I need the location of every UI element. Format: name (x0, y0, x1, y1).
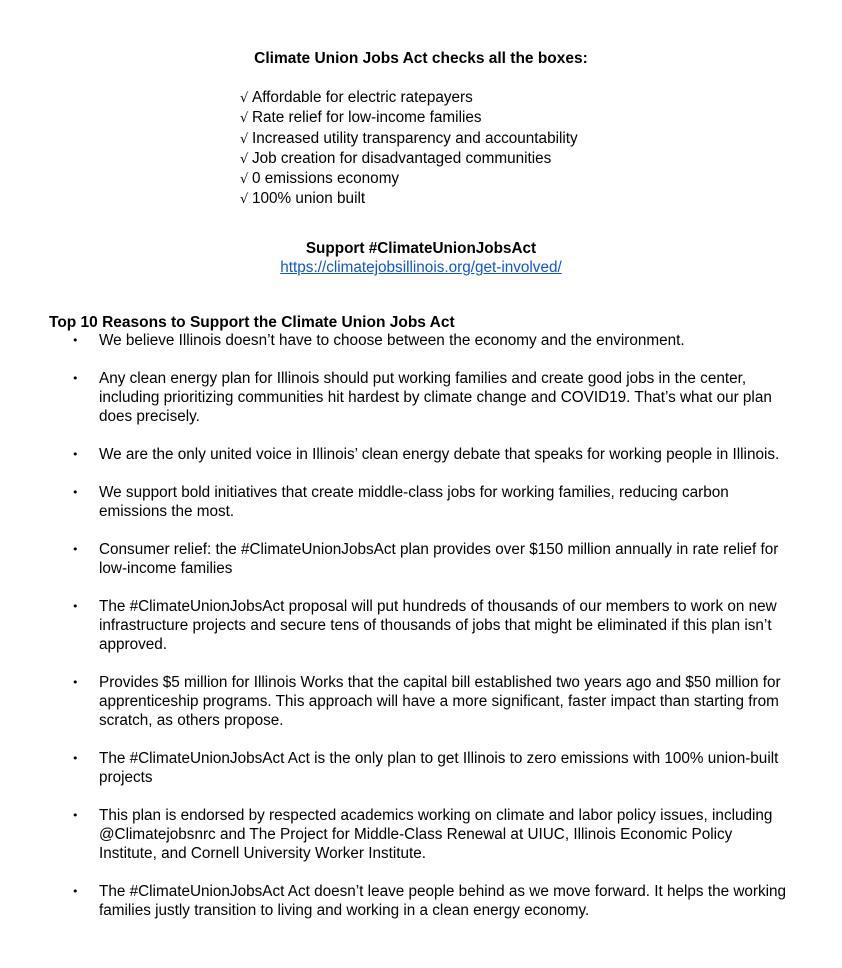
check-mark-icon: √ (240, 111, 249, 127)
checklist-item-text: Affordable for electric ratepayers (252, 89, 473, 106)
checklist-heading: Climate Union Jobs Act checks all the boxes: (254, 50, 588, 67)
reason-text: The #ClimateUnionJobsAct Act doesn’t leave people behind as we move forward. It helps the working families justly transition to living and working in a clean energy economy. (99, 883, 787, 919)
checklist-item (240, 149, 578, 169)
bullet-icon: • (72, 809, 79, 822)
checklist-item-text: Job creation for disadvantaged communities (252, 149, 552, 167)
checklist (240, 88, 578, 210)
bullet-icon: • (72, 448, 79, 461)
support-title: Support #ClimateUnionJobsAct (305, 240, 537, 257)
check-mark-icon: √ (240, 172, 249, 188)
bullet-icon: • (72, 543, 79, 556)
reason-text: We support bold initiatives that create middle-class jobs for working families, reducing carbon emissions the most. (99, 484, 729, 520)
reason-text: We believe Illinois doesn’t have to choose between the economy and the environment. (99, 332, 685, 349)
reason-item (0, 749, 842, 787)
reasons-list (0, 331, 842, 939)
check-mark-icon: √ (240, 91, 249, 106)
reason-text: The #ClimateUnionJobsAct Act is the only plan to get Illinois to zero emissions with 100% union-built projects (99, 750, 779, 786)
bullet-icon: • (72, 676, 79, 689)
checklist-item (240, 108, 578, 128)
bullet-icon: • (72, 334, 79, 347)
get-involved-link[interactable]: https://climatejobsillinois.org/get-involved/ (280, 259, 562, 276)
check-mark-icon: √ (240, 151, 249, 167)
reason-item (0, 597, 842, 654)
checklist-item-text: Rate relief for low-income families (252, 109, 482, 127)
reason-item (0, 369, 842, 426)
bullet-icon: • (72, 600, 79, 613)
reason-item (0, 540, 842, 578)
checklist-item-text: 0 emissions economy (252, 170, 400, 188)
reason-text: Any clean energy plan for Illinois should put working families and create good jobs in the center, including prioritizing communities hit hardest by climate change and COVID19. That’s what our plan does precisely. (99, 370, 772, 425)
reason-text: We are the only united voice in Illinois’ clean energy debate that speaks for working people in Illinois. (99, 446, 780, 463)
reason-item (0, 882, 842, 920)
check-mark-icon: √ (240, 131, 249, 147)
checklist-item-text: 100% union built (252, 190, 366, 208)
reason-text: Provides $5 million for Illinois Works that the capital bill established two years ago and $50 million for apprenticeship programs. This approach will have a more significant, faster impact than starting from scratch, as others propose. (99, 674, 781, 729)
checklist-item (240, 189, 578, 209)
reasons-title: Top 10 Reasons to Support the Climate Union Jobs Act (49, 314, 455, 331)
check-mark-icon: √ (240, 192, 249, 208)
reason-item (0, 673, 842, 730)
bullet-icon: • (72, 752, 79, 765)
reason-item (0, 483, 842, 521)
bullet-icon: • (72, 486, 79, 499)
checklist-item (240, 88, 578, 108)
reason-item (0, 445, 842, 464)
checklist-item (240, 129, 578, 149)
support-block (0, 239, 842, 277)
reason-item (0, 806, 842, 863)
reason-text: The #ClimateUnionJobsAct proposal will put hundreds of thousands of our members to work on new infrastructure projects and secure tens of thousands of jobs that might be eliminated if this plan isn’t approved. (99, 598, 777, 653)
reason-text: This plan is endorsed by respected academics working on climate and labor policy issues, including @Climatejobsnrc and The Project for Middle-Class Renewal at UIUC, Illinois Economic Policy Institute, and Cornell University Worker Institute. (99, 807, 773, 862)
bullet-icon: • (72, 885, 79, 898)
reason-text: Consumer relief: the #ClimateUnionJobsAct plan provides over $150 million annually in rate relief for low-income families (99, 541, 779, 577)
checklist-item (240, 169, 578, 189)
bullet-icon: • (72, 372, 79, 385)
checklist-item-text: Increased utility transparency and accountability (252, 129, 578, 147)
reason-item (0, 331, 842, 350)
